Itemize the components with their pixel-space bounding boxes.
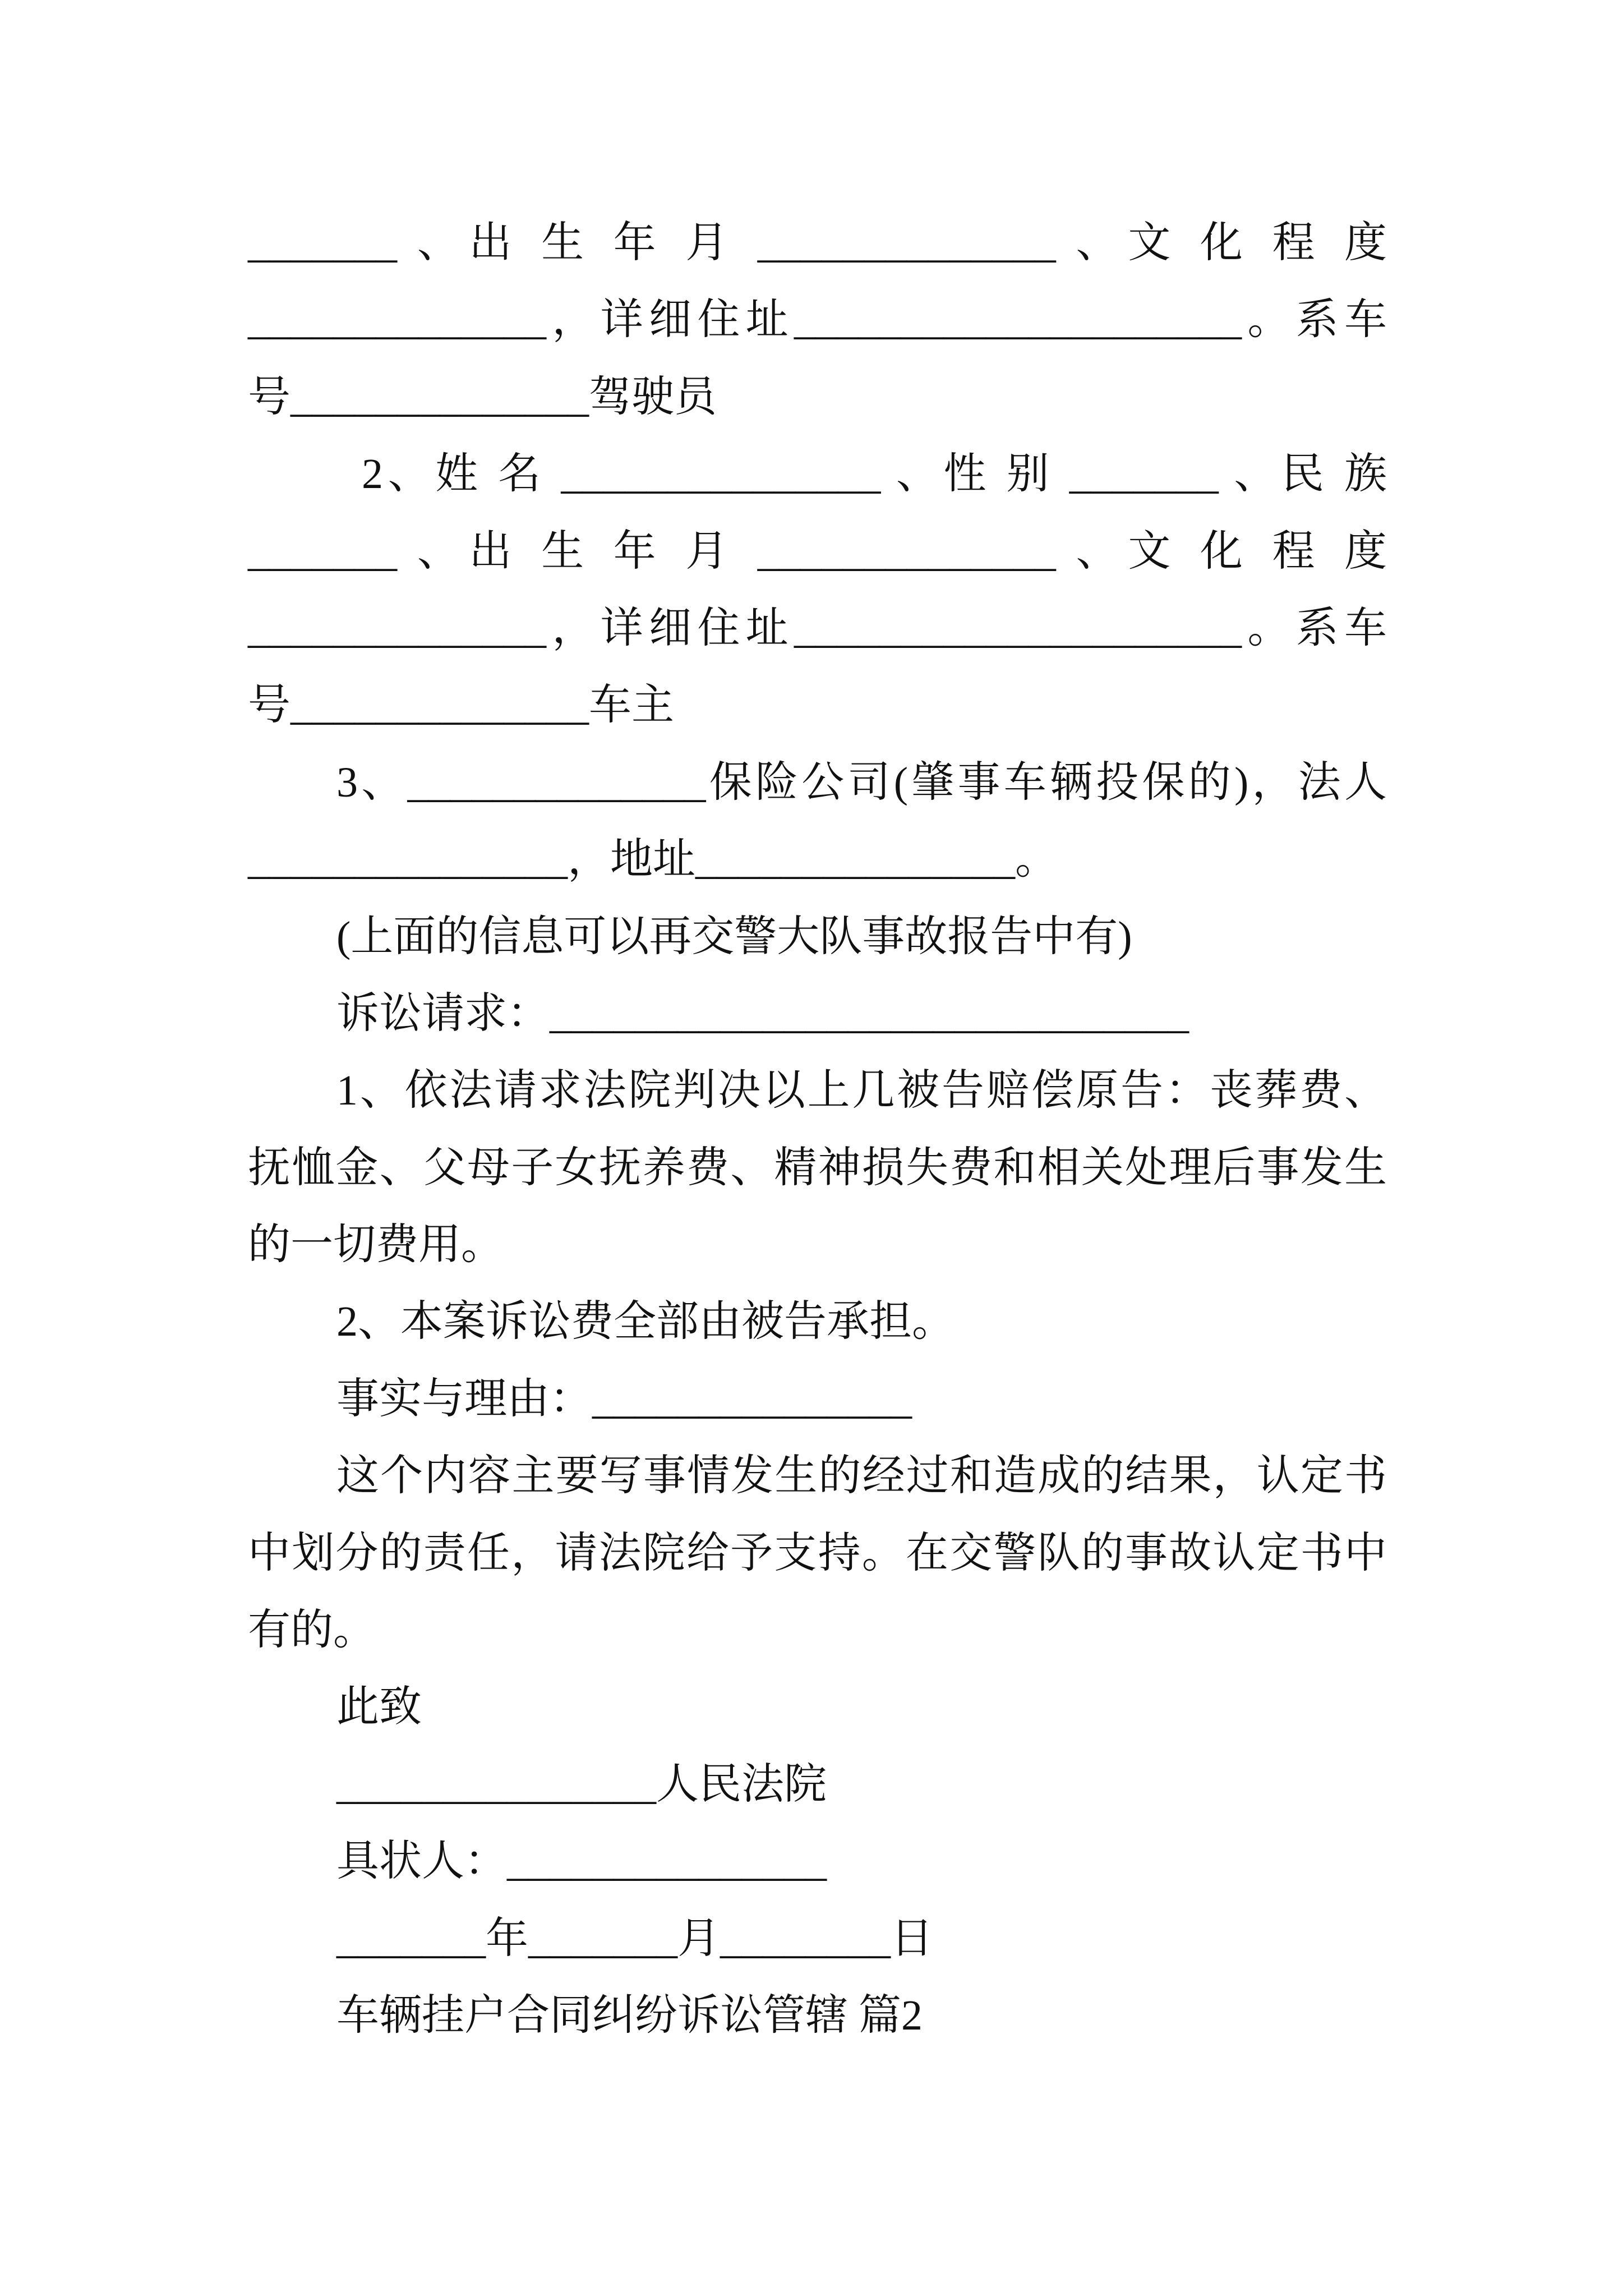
defendant-1-address-line: ______________，详细住址_____________________。系车 xyxy=(248,296,1387,344)
defendant-2-birth-education-line: _______ 、出 生 年 月 ______________ 、文 化 程 度 xyxy=(248,527,1387,575)
claim-2-line: 2、本案诉讼费全部由被告承担。 xyxy=(336,1298,955,1346)
plaintiff-signature-line: 具状人：_______________ xyxy=(336,1838,827,1885)
facts-line: 这个内容主要写事情发生的经过和造成的结果，认定书 xyxy=(336,1452,1387,1500)
defendant-3-address-line: _______________，地址_______________。 xyxy=(248,836,1058,884)
document-page xyxy=(248,205,1387,2054)
claim-1-line: 抚恤金、父母子女抚养费、精神损失费和相关处理后事发生 xyxy=(248,1144,1387,1191)
claims-heading: 诉讼请求：______________________________ xyxy=(336,990,1189,1037)
information-note: (上面的信息可以再交警大队事故报告中有) xyxy=(336,913,1132,960)
facts-line: 中划分的责任，请法院给予支持。在交警队的事故认定书中 xyxy=(248,1529,1387,1577)
defendant-1-birth-education-line: _______ 、出 生 年 月 ______________ 、文 化 程 度 xyxy=(248,219,1387,266)
defendant-1-driver-line: 号______________驾驶员 xyxy=(248,373,717,421)
facts-line: 有的。 xyxy=(248,1607,376,1654)
facts-heading: 事实与理由：_______________ xyxy=(336,1375,912,1423)
defendant-3-insurer-line: 3、______________保险公司(肇事车辆投保的)，法人 xyxy=(336,758,1387,806)
court-name-line: _______________人民法院 xyxy=(336,1760,827,1808)
date-line: _______年_______月________日 xyxy=(336,1915,933,1962)
defendant-2-address-line: ______________，详细住址_____________________。系车 xyxy=(248,604,1387,652)
claim-1-line: 的一切费用。 xyxy=(248,1221,504,1269)
defendant-2-name-line: 2、姓 名 _______________ 、性 别 _______ 、民 族 xyxy=(362,450,1387,498)
next-section-title: 车辆挂户合同纠纷诉讼管辖 篇2 xyxy=(336,1991,923,2039)
defendant-2-owner-line: 号______________车主 xyxy=(248,682,674,729)
salutation: 此致 xyxy=(336,1683,422,1731)
claim-1-line: 1、依法请求法院判决以上几被告赔偿原告：丧葬费、 xyxy=(336,1067,1387,1115)
